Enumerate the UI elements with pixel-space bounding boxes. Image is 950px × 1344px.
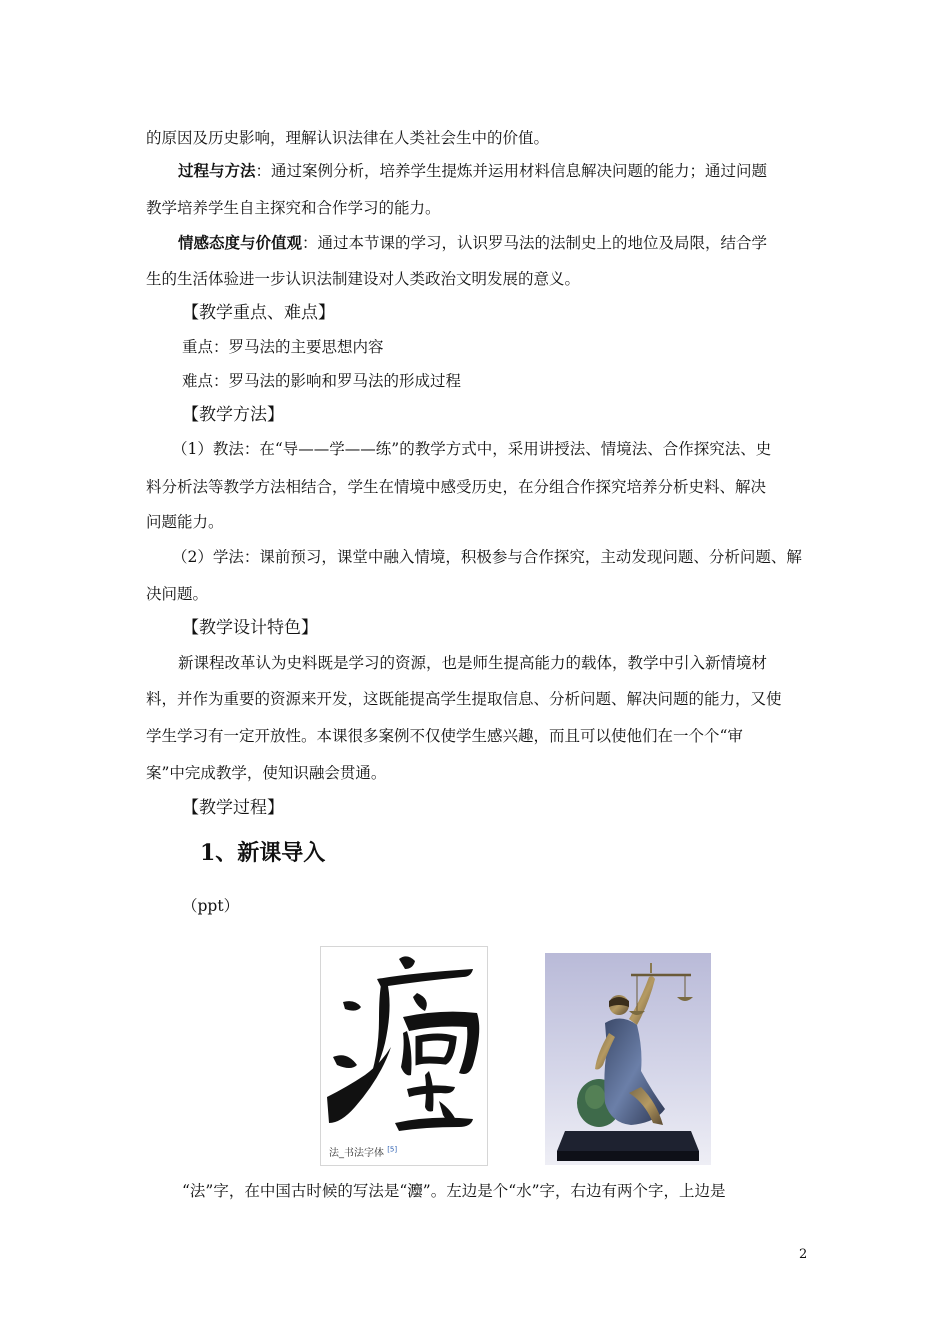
paragraph-line: 案”中完成教学，使知识融会贯通。 bbox=[146, 764, 387, 782]
justice-statue-drawing bbox=[545, 953, 711, 1165]
paragraph-line: （2）学法：课前预习，课堂中融入情境，积极参与合作探究，主动发现问题、分析问题、解 bbox=[172, 548, 802, 566]
citation-link[interactable]: [5] bbox=[387, 1145, 398, 1154]
page-number: 2 bbox=[799, 1247, 808, 1262]
paragraph-line: 新课程改革认为史料既是学习的资源，也是师生提高能力的载体，教学中引入新情境材 bbox=[178, 654, 768, 672]
ppt-note: （ppt） bbox=[182, 897, 240, 915]
paragraph-line: 料，并作为重要的资源来开发，这既能提高学生提取信息、分析问题、解决问题的能力，又使 bbox=[146, 690, 782, 708]
label-process-method: 过程与方法 bbox=[178, 161, 256, 180]
paragraph-line: “法”字，在中国古时候的写法是“灋”。左边是个“水”字，右边有两个字，上边是 bbox=[182, 1182, 726, 1200]
section-heading: 【教学方法】 bbox=[182, 405, 284, 425]
paragraph-line: 决问题。 bbox=[146, 585, 209, 603]
justice-statue-image bbox=[545, 953, 711, 1165]
section-heading: 【教学重点、难点】 bbox=[182, 303, 335, 323]
label-attitude-values: 情感态度与价值观 bbox=[178, 233, 303, 252]
paragraph-line: （1）教法：在“导——学——练”的教学方式中，采用讲授法、情境法、合作探究法、史 bbox=[172, 440, 772, 458]
section-heading: 【教学过程】 bbox=[182, 798, 284, 818]
paragraph-line: 问题能力。 bbox=[146, 513, 224, 531]
paragraph-line: 料分析法等教学方法相结合，学生在情境中感受历史，在分组合作探究培养分析史料、解决 bbox=[146, 478, 767, 496]
calligraphy-character-drawing bbox=[321, 947, 487, 1137]
paragraph-line: 过程与方法：通过案例分析，培养学生提炼并运用材料信息解决问题的能力；通过问题 bbox=[178, 161, 768, 180]
paragraph-line: 的原因及历史影响，理解认识法律在人类社会生中的价值。 bbox=[146, 129, 550, 147]
calligraphy-image bbox=[320, 946, 488, 1166]
key-point: 重点：罗马法的主要思想内容 bbox=[182, 338, 384, 356]
paragraph-line: 学生学习有一定开放性。本课很多案例不仅使学生感兴趣，而且可以使他们在一个个“审 bbox=[146, 727, 743, 745]
paragraph-line: 教学培养学生自主探究和合作学习的能力。 bbox=[146, 199, 441, 217]
paragraph-line: 生的生活体验进一步认识法制建设对人类政治文明发展的意义。 bbox=[146, 270, 581, 288]
difficult-point: 难点：罗马法的影响和罗马法的形成过程 bbox=[182, 372, 462, 390]
section-heading: 【教学设计特色】 bbox=[182, 618, 318, 638]
image-caption: 法_书法字体 [5] bbox=[329, 1145, 398, 1159]
paragraph-line: 情感态度与价值观：通过本节课的学习，认识罗马法的法制史上的地位及局限，结合学 bbox=[178, 233, 768, 252]
section-title: 1、新课导入 bbox=[200, 840, 326, 866]
